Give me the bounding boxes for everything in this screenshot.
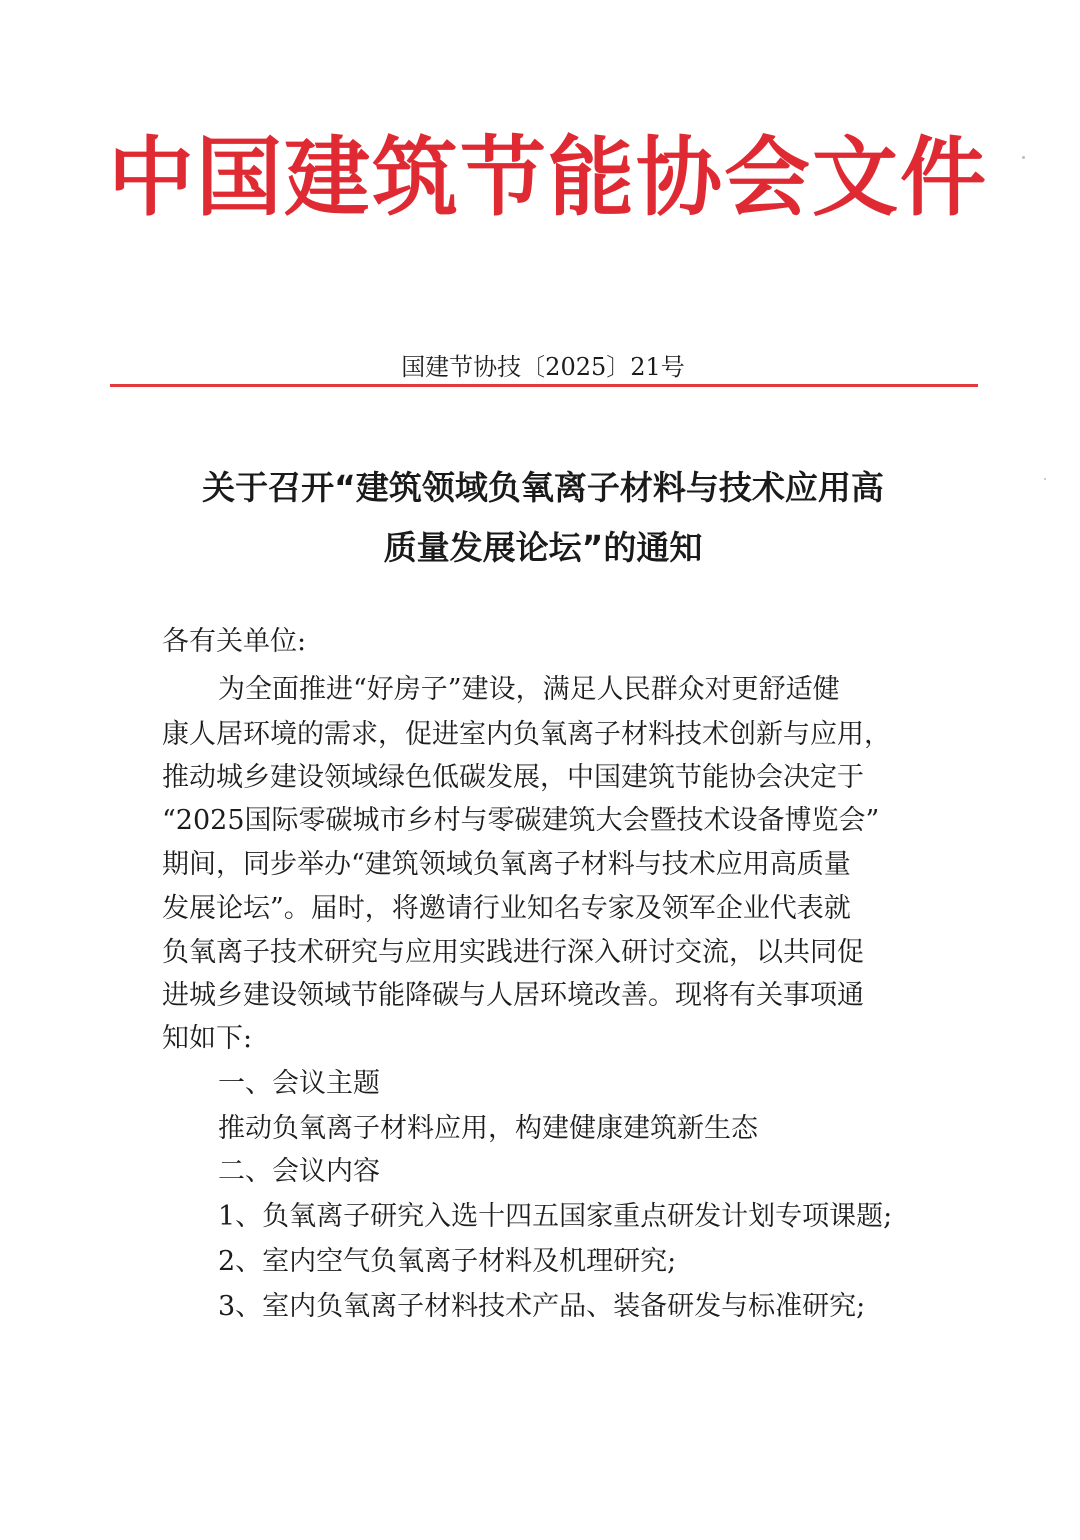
body-line: “2025国际零碳城市乡村与零碳建筑大会暨技术设备博览会” <box>162 805 880 836</box>
notice-title <box>108 458 978 578</box>
notice-title-line-1: 关于召开“建筑领域负氧离子材料与技术应用高 <box>202 468 884 507</box>
body-line: 为全面推进“好房子”建设，满足人民群众对更舒适健 <box>218 674 840 705</box>
notice-title-line-2: 质量发展论坛”的通知 <box>383 528 703 567</box>
salutation: 各有关单位: <box>162 626 307 657</box>
list-item: 3、室内负氧离子材料技术产品、装备研发与标准研究; <box>218 1291 866 1322</box>
list-item: 2、室内空气负氧离子材料及机理研究; <box>218 1246 677 1277</box>
section-heading-theme: 一、会议主题 <box>218 1068 380 1099</box>
list-item: 1、负氧离子研究入选十四五国家重点研发计划专项课题; <box>218 1201 893 1232</box>
body-line: 推动城乡建设领域绿色低碳发展，中国建筑节能协会决定于 <box>162 762 864 793</box>
body-line: 进城乡建设领域节能降碳与人居环境改善。现将有关事项通 <box>162 980 864 1011</box>
masthead-title: 中国建筑节能协会文件 <box>108 128 988 228</box>
document-number: 国建节协技〔2025〕21号 <box>401 353 685 381</box>
scan-speck <box>1044 478 1046 480</box>
body-line: 康人居环境的需求，促进室内负氧离子材料技术创新与应用， <box>162 719 891 750</box>
section-heading-content: 二、会议内容 <box>218 1156 380 1187</box>
scan-speck <box>1022 156 1025 159</box>
section-text-theme: 推动负氧离子材料应用，构建健康建筑新生态 <box>218 1113 758 1144</box>
body-line: 负氧离子技术研究与应用实践进行深入研讨交流，以共同促 <box>162 937 864 968</box>
body-line: 知如下: <box>162 1023 253 1054</box>
red-divider-line <box>110 384 978 387</box>
body-line: 发展论坛”。届时，将邀请行业知名专家及领军企业代表就 <box>162 893 851 924</box>
body-line: 期间，同步举办“建筑领域负氧离子材料与技术应用高质量 <box>162 849 851 880</box>
